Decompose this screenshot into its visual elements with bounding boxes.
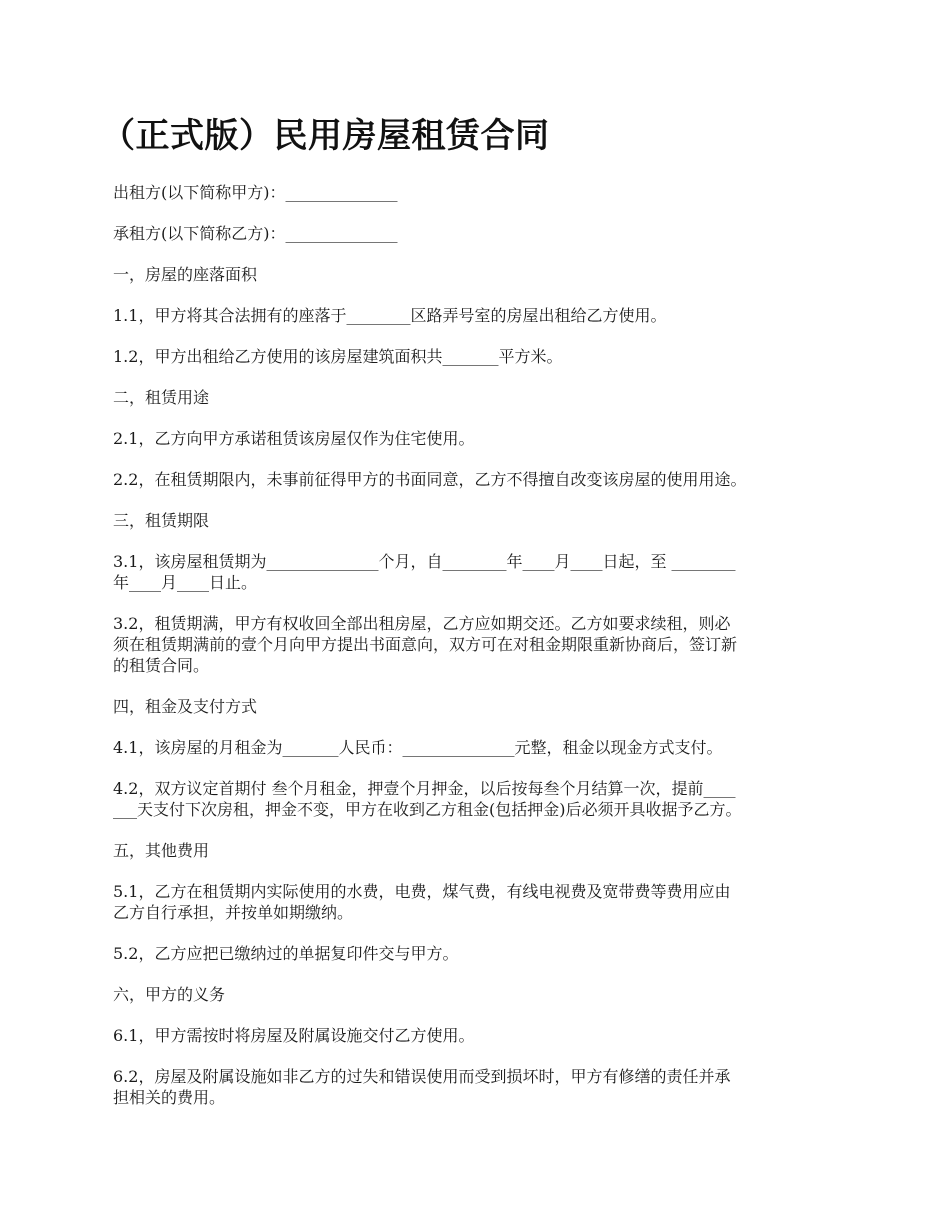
clause-4-1: 4.1，该房屋的月租金为_______人民币：______________元整，租金以现金方式支付。 <box>113 738 723 757</box>
section-heading-3: 三，租赁期限 <box>113 511 210 530</box>
section-heading-1: 一，房屋的座落面积 <box>113 265 258 284</box>
section-heading-5: 五，其他费用 <box>113 841 210 860</box>
lessor-line: 出租方(以下简称甲方)：______________ <box>113 183 398 202</box>
clause-5-1: 5.1，乙方在租赁期内实际使用的水费，电费，煤气费，有线电视费及宽带费等费用应由 乙方自行承担，并按单如期缴纳。 <box>113 882 731 922</box>
document-page <box>101 112 843 1128</box>
clause-1-2: 1.2，甲方出租给乙方使用的该房屋建筑面积共_______平方米。 <box>113 347 563 366</box>
section-heading-2: 二，租赁用途 <box>113 388 210 407</box>
section-heading-4: 四，租金及支付方式 <box>113 697 258 716</box>
clause-2-2: 2.2，在租赁期限内，未事前征得甲方的书面同意，乙方不得擅自改变该房屋的使用用途。 <box>113 470 747 489</box>
clause-1-1: 1.1，甲方将其合法拥有的座落于________区路弄号室的房屋出租给乙方使用。 <box>113 306 667 325</box>
lessee-line: 承租方(以下简称乙方)：______________ <box>113 224 398 243</box>
clause-2-1: 2.1，乙方向甲方承诺租赁该房屋仅作为住宅使用。 <box>113 429 475 448</box>
clause-5-2: 5.2，乙方应把已缴纳过的单据复印件交与甲方。 <box>113 944 459 963</box>
clause-3-1: 3.1，该房屋租赁期为______________个月，自________年____月____日起，至 ________ 年____月____日止。 <box>113 552 736 592</box>
document-title: （正式版）民用房屋租赁合同 <box>101 116 550 156</box>
clause-4-2: 4.2，双方议定首期付 叁个月租金，押壹个月押金，以后按每叁个月结算一次，提前____ ___天支付下次房租，押金不变，甲方在收到乙方租金(包括押金)后必须开具收据予乙方。 <box>113 779 742 819</box>
clause-6-2: 6.2，房屋及附属设施如非乙方的过失和错误使用而受到损坏时，甲方有修缮的责任并承 担相关的费用。 <box>113 1067 731 1107</box>
section-heading-6: 六，甲方的义务 <box>113 985 226 1004</box>
clause-3-2: 3.2，租赁期满，甲方有权收回全部出租房屋，乙方应如期交还。乙方如要求续租，则必 须在租赁期满前的壹个月向甲方提出书面意向，双方可在对租金期限重新协商后，签订新 的租赁合同。 <box>113 614 738 675</box>
clause-6-1: 6.1，甲方需按时将房屋及附属设施交付乙方使用。 <box>113 1026 475 1045</box>
